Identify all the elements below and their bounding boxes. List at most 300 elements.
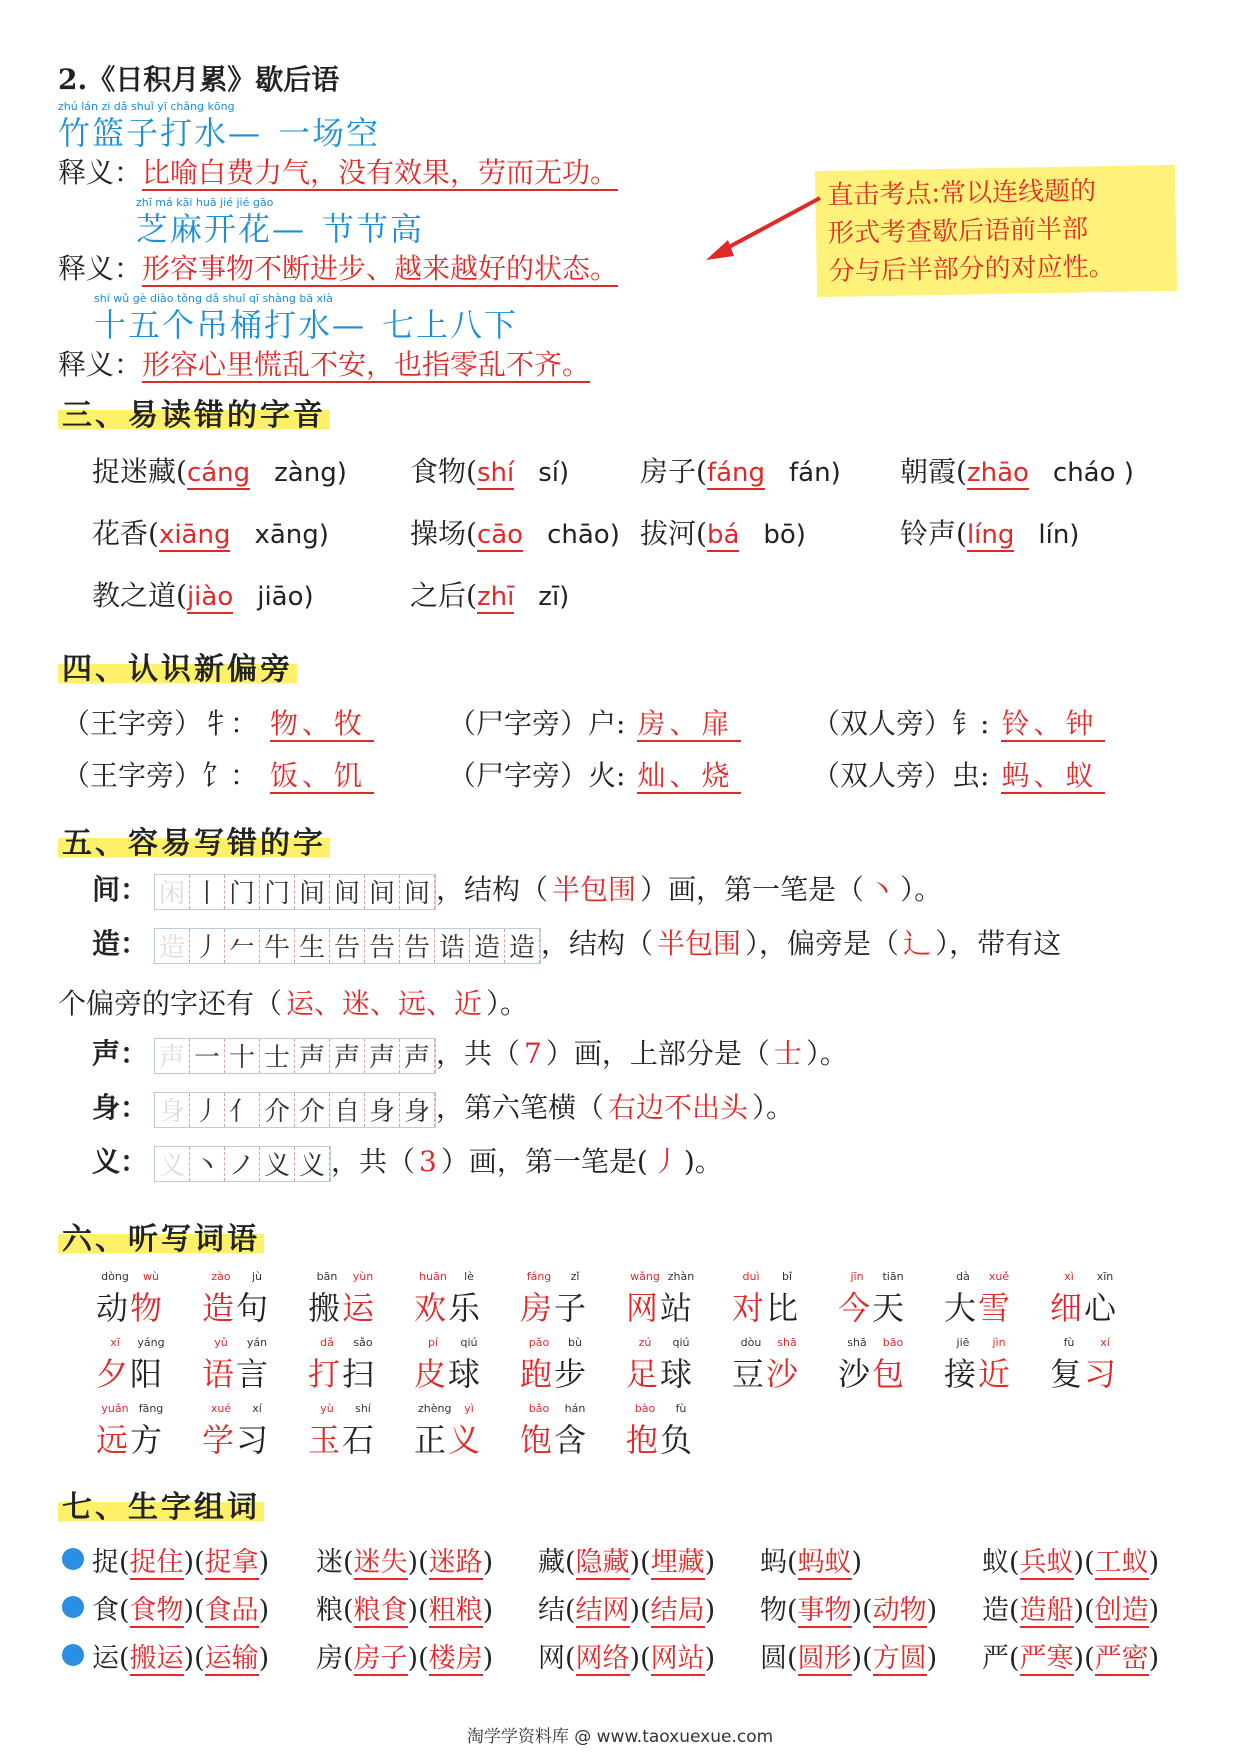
pron-wrong: cháo ) (1052, 458, 1134, 488)
radical-examples: 房、扉 (637, 707, 741, 742)
word-char: 雪 (978, 1289, 1013, 1327)
dictation-word (520, 1402, 630, 1461)
word-group (92, 1540, 269, 1579)
paren: ( (343, 1547, 354, 1578)
text: ），偏旁是（ (745, 927, 900, 960)
word-char: 石 (342, 1421, 377, 1459)
pron-correct: fáng (706, 458, 766, 488)
radical-name: （双人旁） (812, 707, 953, 740)
stroke-order-grid (154, 1038, 436, 1074)
word-char: 扫 (342, 1355, 377, 1393)
group-char: 粮 (316, 1595, 343, 1626)
group-word: 网络 (575, 1643, 630, 1674)
paren: ( (640, 1643, 651, 1674)
stroke-step: 介 (295, 1093, 330, 1127)
xiehouyu-front: 竹篮子打水— (58, 114, 263, 152)
stroke-step: 义 (155, 1147, 190, 1181)
dictation-word (308, 1402, 418, 1461)
bullet-dot (62, 1596, 84, 1618)
paren: ) (926, 1595, 938, 1626)
xiehouyu-item (58, 292, 778, 386)
answer: 丶 (868, 873, 897, 906)
word-group (316, 1540, 493, 1579)
char-label: 间： (92, 873, 149, 906)
word-pinyin: xuě (988, 1270, 1010, 1283)
stroke-step: 声 (365, 1039, 400, 1073)
word-pinyin: huān (419, 1270, 447, 1283)
stroke-step: 间 (295, 875, 330, 909)
stroke-step: 介 (260, 1093, 295, 1127)
text: ），带有这 (935, 927, 1062, 960)
paren: ) (629, 1643, 641, 1674)
pron-word: 朝霞( (900, 455, 967, 488)
group-word: 方圆 (872, 1643, 927, 1674)
radical-examples: 蚂、蚁 (1001, 759, 1105, 794)
xiehouyu-pinyin: shí wǔ gè diào tǒng dǎ shuǐ qī shàng bā xià (94, 292, 333, 305)
word-group (538, 1540, 715, 1579)
paren: ( (418, 1547, 429, 1578)
group-char: 造 (982, 1595, 1009, 1626)
stroke-step: 义 (260, 1147, 295, 1181)
radical-examples: 铃、钟 (1001, 707, 1105, 742)
paren: ( (1009, 1643, 1020, 1674)
paren: ) (704, 1547, 716, 1578)
paren: ( (787, 1547, 798, 1578)
meaning-label: 释义： (58, 252, 143, 285)
paren: ( (1084, 1595, 1095, 1626)
radical-name: （双人旁） (812, 759, 953, 792)
stroke-step: 间 (330, 875, 365, 909)
answer: 半包围 (552, 873, 637, 906)
word-pinyin: pí (427, 1336, 439, 1349)
pron-wrong: lín) (1038, 520, 1080, 550)
stroke-step: 声 (400, 1039, 435, 1073)
xiehouyu-item (58, 100, 778, 194)
pron-correct: cáng (186, 458, 251, 488)
pron-wrong: xāng) (254, 520, 329, 550)
text: ）画，第一笔是（ (640, 873, 865, 906)
callout-line-2: 形式考查歇后语前半部 (827, 214, 1089, 249)
paren: ) (407, 1595, 419, 1626)
paren: ( (787, 1643, 798, 1674)
group-word: 结局 (650, 1595, 705, 1626)
paren: ( (565, 1595, 576, 1626)
paren: ( (343, 1595, 354, 1626)
word-char: 负 (660, 1421, 695, 1459)
paren: ) (1073, 1595, 1085, 1626)
meaning-label: 释义： (58, 348, 143, 381)
tricky-jian (92, 868, 942, 910)
dictation-word (202, 1402, 312, 1461)
word-pinyin: xì (1064, 1270, 1074, 1283)
stroke-step: 声 (155, 1039, 190, 1073)
xiehouyu-front: 十五个吊桶打水— (94, 306, 367, 344)
word-group (316, 1588, 493, 1627)
group-word: 食品 (204, 1595, 259, 1626)
word-pinyin: zào (211, 1270, 231, 1283)
word-group (316, 1636, 493, 1675)
stroke-step: 闲 (155, 875, 190, 909)
tricky-sheng (92, 1032, 848, 1074)
radical-item (448, 754, 741, 794)
paren: ( (343, 1643, 354, 1674)
radical-examples: 灿、烧 (637, 759, 741, 794)
text: ）。 (805, 1037, 848, 1070)
paren: ) (851, 1547, 863, 1578)
exam-callout (816, 168, 1176, 294)
paren: ) (629, 1547, 641, 1578)
word-pinyin: bù (568, 1336, 582, 1349)
word-char: 打 (308, 1355, 343, 1393)
stroke-step: 丶 (190, 1147, 225, 1181)
xiehouyu-front: 芝麻开花— (136, 210, 307, 248)
radical-glyph: 饣： (202, 759, 259, 792)
word-char: 远 (96, 1421, 131, 1459)
paren: ) (407, 1643, 419, 1674)
word-pinyin: zhèng (418, 1402, 452, 1415)
char-label: 声： (92, 1037, 149, 1070)
pronunciation-item (92, 450, 347, 490)
stroke-order-grid (154, 928, 541, 964)
radical-name: （王字旁） (62, 759, 203, 792)
dictation-word (414, 1402, 524, 1461)
word-char: 习 (236, 1421, 271, 1459)
dictation-word (96, 1402, 206, 1461)
group-char: 严 (982, 1643, 1009, 1674)
paren: ) (1073, 1643, 1085, 1674)
paren: ( (119, 1547, 130, 1578)
word-group (760, 1540, 862, 1579)
stroke-step: 自 (330, 1093, 365, 1127)
radical-name: （尸字旁） (448, 707, 589, 740)
stroke-step: 造 (505, 929, 540, 963)
dictation-word (1050, 1270, 1160, 1329)
pron-wrong: chāo) (547, 520, 620, 550)
word-pinyin: bǎo (528, 1402, 550, 1415)
word-group (92, 1588, 269, 1627)
word-pinyin: qiú (672, 1336, 690, 1349)
word-char: 心 (1084, 1289, 1119, 1327)
stroke-step: 丿 (190, 929, 225, 963)
text: ，第六笔横（ (436, 1091, 605, 1124)
tricky-zao (92, 922, 1061, 964)
radical-item (448, 702, 741, 742)
word-group (760, 1636, 937, 1675)
word-char: 豆 (732, 1355, 767, 1393)
word-pinyin: jìn (992, 1336, 1006, 1349)
xiehouyu-back: 七上八下 (382, 306, 519, 344)
word-char: 物 (130, 1289, 165, 1327)
word-pinyin: dà (956, 1270, 970, 1283)
pron-correct: zhāo (966, 458, 1029, 488)
dictation-word (520, 1270, 630, 1329)
word-pinyin: tiān (882, 1270, 904, 1283)
word-char: 欢 (414, 1289, 449, 1327)
pron-correct: bá (706, 520, 740, 550)
text: ，共（ (436, 1037, 521, 1070)
xiehouyu-list (58, 100, 778, 388)
section4-title: 四、认识新偏旁 (58, 652, 297, 687)
footer-watermark: 淘学学资料库 @ www.taoxuexue.com (466, 1727, 774, 1747)
group-word: 食物 (129, 1595, 184, 1626)
word-pinyin: shā (777, 1336, 797, 1349)
stroke-step: 造 (470, 929, 505, 963)
paren: ) (407, 1547, 419, 1578)
paren: ( (640, 1547, 651, 1578)
paren: ( (1009, 1595, 1020, 1626)
word-pinyin: yùn (352, 1270, 374, 1283)
text: ，结构（ (541, 927, 654, 960)
stroke-step: 间 (400, 875, 435, 909)
word-char: 比 (766, 1289, 801, 1327)
dictation-word (626, 1336, 736, 1395)
word-pinyin: zhàn (667, 1270, 695, 1283)
paren: ) (704, 1643, 716, 1674)
word-pinyin: bào (634, 1402, 656, 1415)
meaning-text: 比喻白费力气，没有效果，劳而无功。 (142, 156, 619, 189)
stroke-step: 告 (400, 929, 435, 963)
word-char: 细 (1050, 1289, 1085, 1327)
word-char: 正 (414, 1421, 449, 1459)
word-pinyin: bān (316, 1270, 338, 1283)
dictation-word (96, 1270, 206, 1329)
word-char: 沙 (838, 1355, 873, 1393)
callout-line-3: 分与后半部分的对应性。 (828, 251, 1115, 287)
group-word: 兵蚁 (1019, 1547, 1074, 1578)
answer: 辶 (903, 927, 932, 960)
group-char: 物 (760, 1595, 787, 1626)
group-word: 创造 (1094, 1595, 1149, 1626)
word-pinyin: duì (742, 1270, 760, 1283)
stroke-step: 身 (400, 1093, 435, 1127)
word-char: 语 (202, 1355, 237, 1393)
meaning-label: 释义： (58, 156, 143, 189)
group-word: 造船 (1019, 1595, 1074, 1626)
word-char: 大 (944, 1289, 979, 1327)
pron-word: 食物( (410, 455, 477, 488)
tricky-shen (92, 1086, 794, 1128)
text: ，结构（ (436, 873, 549, 906)
paren: ( (565, 1643, 576, 1674)
dictation-word (414, 1270, 524, 1329)
dictation-word (732, 1270, 842, 1329)
pron-wrong: jiāo) (257, 582, 314, 612)
radical-item (812, 754, 1105, 794)
paren: ) (1148, 1643, 1160, 1674)
paren: ) (183, 1547, 195, 1578)
paren: ) (926, 1643, 938, 1674)
radical-item (812, 702, 1105, 742)
paren: ) (851, 1643, 863, 1674)
word-group (982, 1588, 1159, 1627)
stroke-step: 生 (295, 929, 330, 963)
group-word: 网站 (650, 1643, 705, 1674)
word-pinyin: yáng (137, 1336, 165, 1349)
stroke-step: 十 (225, 1039, 260, 1073)
word-group (760, 1588, 937, 1627)
word-pinyin: fù (675, 1402, 687, 1415)
group-word: 严寒 (1019, 1643, 1074, 1674)
word-pinyin: jù (251, 1270, 263, 1283)
text: ）画，第一笔是( (440, 1145, 648, 1178)
word-char: 球 (660, 1355, 695, 1393)
word-char: 饱 (520, 1421, 555, 1459)
word-char: 阳 (130, 1355, 165, 1393)
word-char: 句 (236, 1289, 271, 1327)
section3-title: 三、易读错的字音 (58, 398, 330, 433)
word-char: 跑 (520, 1355, 555, 1393)
pron-word: 铃声( (900, 517, 967, 550)
pronunciation-item (410, 574, 569, 614)
word-char: 抱 (626, 1421, 661, 1459)
callout-arrow (700, 190, 830, 265)
bullet-dot (62, 1548, 84, 1570)
pron-word: 之后( (410, 579, 477, 612)
word-char: 夕 (96, 1355, 131, 1393)
paren: ( (1009, 1547, 1020, 1578)
group-char: 藏 (538, 1547, 565, 1578)
group-word: 粮食 (353, 1595, 408, 1626)
word-char: 足 (626, 1355, 661, 1393)
stroke-step: 声 (295, 1039, 330, 1073)
pron-wrong: sí) (538, 458, 570, 488)
pronunciation-item (640, 512, 806, 552)
pron-word: 教之道( (92, 579, 187, 612)
stroke-step: 诰 (435, 929, 470, 963)
group-word: 捉拿 (204, 1547, 259, 1578)
word-char: 近 (978, 1355, 1013, 1393)
xiehouyu-pinyin: zhú lán zi dǎ shuǐ yī chǎng kōng (58, 100, 235, 113)
group-char: 运 (92, 1643, 119, 1674)
bullet-dot (62, 1644, 84, 1666)
callout-line-1: 直击考点:常以连线题的 (827, 176, 1097, 211)
radical-glyph: 牜： (202, 707, 259, 740)
stroke-step: 门 (260, 875, 295, 909)
stroke-step: ノ (225, 1147, 260, 1181)
dictation-word (944, 1336, 1054, 1395)
word-pinyin: bǐ (781, 1270, 793, 1283)
group-word: 蚂蚁 (797, 1547, 852, 1578)
word-group (982, 1540, 1159, 1579)
pronunciation-item (92, 574, 314, 614)
word-char: 房 (520, 1289, 555, 1327)
word-pinyin: yǔ (214, 1336, 228, 1349)
word-char: 天 (872, 1289, 907, 1327)
word-char: 包 (872, 1355, 907, 1393)
group-word: 工蚁 (1094, 1547, 1149, 1578)
word-char: 义 (448, 1421, 483, 1459)
word-group (92, 1636, 269, 1675)
pron-word: 花香( (92, 517, 159, 550)
word-pinyin: xī (110, 1336, 120, 1349)
word-char: 言 (236, 1355, 271, 1393)
section6-title: 六、听写词语 (58, 1222, 264, 1257)
pron-wrong: fán) (789, 458, 841, 488)
group-word: 结网 (575, 1595, 630, 1626)
stroke-step: 门 (225, 875, 260, 909)
group-word: 动物 (872, 1595, 927, 1626)
group-word: 运输 (204, 1643, 259, 1674)
dictation-word (626, 1402, 736, 1461)
stroke-step: 身 (155, 1093, 190, 1127)
group-word: 埋藏 (650, 1547, 705, 1578)
word-pinyin: zǐ (570, 1270, 580, 1283)
radical-glyph: 火: (588, 759, 626, 792)
paren: ) (851, 1595, 863, 1626)
xiehouyu-pinyin: zhī má kāi huā jié jié gāo (136, 196, 274, 209)
char-label: 造： (92, 927, 149, 960)
word-char: 含 (554, 1421, 589, 1459)
paren: ( (787, 1595, 798, 1626)
stroke-step: 牛 (260, 929, 295, 963)
word-pinyin: sǎo (353, 1336, 373, 1349)
pron-correct: jiào (186, 582, 234, 612)
stroke-step: 丨 (190, 875, 225, 909)
pron-wrong: zàng) (274, 458, 347, 488)
stroke-order-grid (154, 874, 436, 910)
pronunciation-item (92, 512, 329, 552)
section7-title: 七、生字组词 (58, 1490, 264, 1525)
word-char: 网 (626, 1289, 661, 1327)
pronunciation-item (410, 450, 569, 490)
word-char: 沙 (766, 1355, 801, 1393)
group-word: 迷路 (428, 1547, 483, 1578)
dictation-word (414, 1336, 524, 1395)
text: ）。 (752, 1091, 795, 1124)
dictation-word (308, 1336, 418, 1395)
answer: 7 (524, 1037, 542, 1070)
group-word: 事物 (797, 1595, 852, 1626)
group-char: 圆 (760, 1643, 787, 1674)
radical-examples: 物、牧 (270, 707, 374, 742)
xiehouyu-back: 节节高 (322, 210, 425, 248)
dictation-word (732, 1336, 842, 1395)
pron-word: 房子( (640, 455, 707, 488)
stroke-order-grid (154, 1146, 331, 1182)
pronunciation-item (640, 450, 841, 490)
paren: ) (183, 1595, 195, 1626)
pron-word: 捉迷藏( (92, 455, 187, 488)
group-word: 捉住 (129, 1547, 184, 1578)
xiehouyu-item (58, 196, 778, 290)
pron-correct: zhī (476, 582, 515, 612)
radical-glyph: 钅: (952, 707, 990, 740)
paren: ( (862, 1643, 873, 1674)
stroke-step: 义 (295, 1147, 330, 1181)
word-group (538, 1588, 715, 1627)
paren: ( (418, 1643, 429, 1674)
group-word: 搬运 (129, 1643, 184, 1674)
group-word: 房子 (353, 1643, 408, 1674)
radical-glyph: 户: (588, 707, 626, 740)
stroke-step: 𠂉 (225, 929, 260, 963)
word-pinyin: lè (464, 1270, 474, 1283)
word-char: 站 (660, 1289, 695, 1327)
answer: 3 (419, 1145, 437, 1178)
word-pinyin: dòu (740, 1336, 762, 1349)
pron-correct: cāo (476, 520, 524, 550)
word-pinyin: fù (1063, 1336, 1075, 1349)
xiehouyu-back: 一场空 (278, 114, 381, 152)
group-word: 粗粮 (428, 1595, 483, 1626)
group-char: 结 (538, 1595, 565, 1626)
radical-name: （王字旁） (62, 707, 203, 740)
paren: ) (482, 1595, 494, 1626)
group-char: 食 (92, 1595, 119, 1626)
word-pinyin: wǎng (630, 1270, 660, 1283)
paren: ) (1148, 1595, 1160, 1626)
text: ）画，上部分是（ (545, 1037, 770, 1070)
